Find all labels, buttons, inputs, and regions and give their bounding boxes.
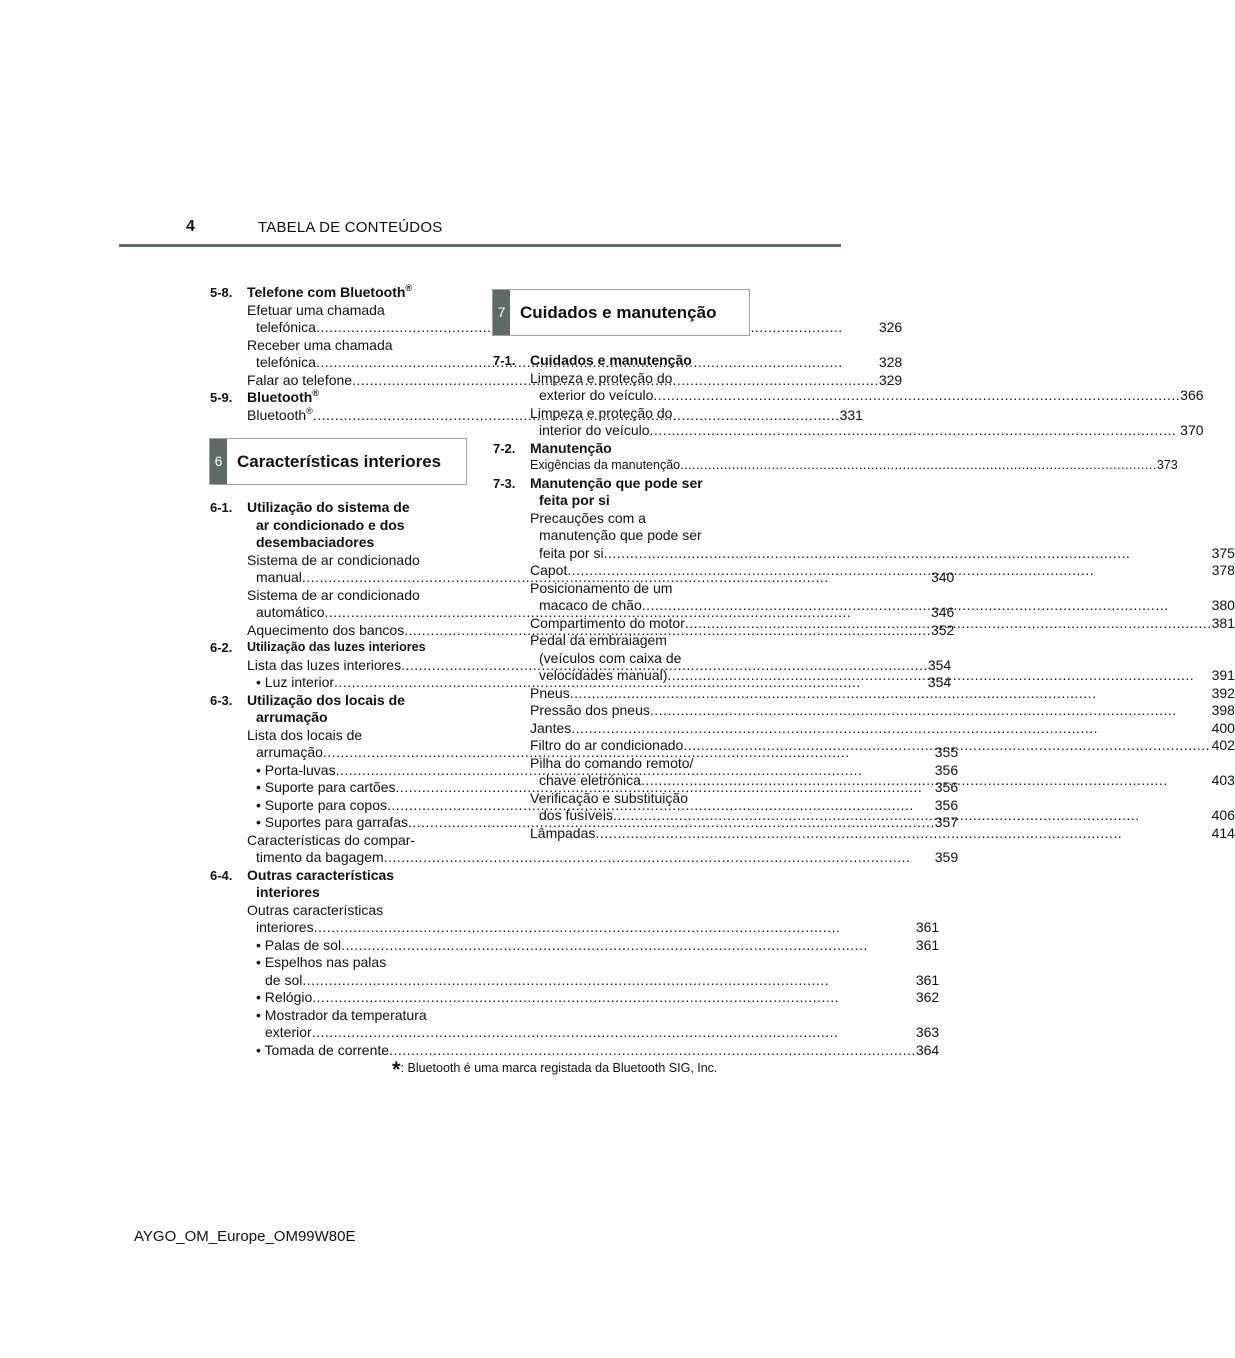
toc-entry[interactable] xyxy=(530,562,1235,580)
bluetooth-footnote xyxy=(392,1057,717,1083)
page-ref: 356 xyxy=(934,796,959,813)
toc-entry[interactable] xyxy=(530,510,1235,563)
page-ref: 414 xyxy=(1211,824,1235,841)
page-ref: 352 xyxy=(930,621,955,638)
page-ref: 328 xyxy=(878,354,903,370)
page-ref: 354 xyxy=(927,656,952,673)
toc-section-7-2 xyxy=(493,439,1178,475)
entry-text: macaco de chão xyxy=(539,597,642,613)
section-title[interactable] xyxy=(247,867,939,902)
page-ref: 340 xyxy=(930,569,955,585)
page-ref: 380 xyxy=(1211,597,1235,613)
footnote-asterisk: * xyxy=(392,1057,401,1082)
section-title-text: Utilização do sistema de xyxy=(247,499,410,515)
entry-text: exterior xyxy=(265,1024,312,1040)
page-ref: 357 xyxy=(934,814,959,830)
section-number: 5-9. xyxy=(210,390,233,405)
page-ref: 370 xyxy=(1180,422,1204,438)
section-title[interactable] xyxy=(530,475,1235,510)
entry-text: Limpeza e proteção do xyxy=(530,404,673,421)
toc-entry[interactable] xyxy=(530,632,1235,685)
chapter-title: Cuidados e manutenção xyxy=(520,302,717,322)
toc-section-6-4 xyxy=(210,866,940,1060)
entry-text: exterior do veículo xyxy=(539,387,654,403)
page-ref: 381 xyxy=(1211,614,1235,631)
page-ref: 331 xyxy=(839,406,863,423)
entry-text: • Mostrador da temperatura xyxy=(256,1006,427,1023)
page-ref: 400 xyxy=(1211,719,1235,736)
section-number: 7-1. xyxy=(493,353,516,368)
section-title-text: arrumação xyxy=(256,709,328,725)
page-number: 4 xyxy=(186,218,195,235)
entry-text: (veículos com caixa de xyxy=(539,649,682,666)
page-ref: 375 xyxy=(1211,544,1235,561)
page-ref: 378 xyxy=(1211,562,1235,578)
entry-text: • Palas de sol xyxy=(256,936,342,953)
section-title-text: Manutenção xyxy=(530,439,612,456)
chapter-tag: 7 xyxy=(493,290,510,335)
page-ref: 359 xyxy=(934,849,959,865)
page-ref: 406 xyxy=(1211,807,1235,823)
entry-text: chave eletrónica xyxy=(539,772,641,788)
toc-entry[interactable] xyxy=(530,685,1235,703)
section-title-text: Telefone com Bluetooth xyxy=(247,284,406,300)
page-ref: 361 xyxy=(915,971,940,988)
chapter-title: Características interiores xyxy=(237,451,442,471)
entry-text: • Suporte para cartões xyxy=(256,779,396,795)
entry-text: Jantes xyxy=(530,719,572,736)
toc-entry[interactable] xyxy=(530,405,1204,440)
section-title-text: desembaciadores xyxy=(256,534,375,550)
page-ref: 356 xyxy=(934,779,959,795)
toc-entry[interactable] xyxy=(530,580,1235,615)
entry-text: Aquecimento dos bancos xyxy=(247,621,405,638)
entry-text: • Suporte para copos xyxy=(256,796,387,813)
entry-text: Lista das luzes interiores xyxy=(247,656,402,673)
section-title-text: Manutenção que pode ser xyxy=(530,474,703,491)
page-ref: 403 xyxy=(1211,772,1235,788)
entry-text: interior do veículo xyxy=(539,422,650,438)
entry-text: Bluetooth xyxy=(247,406,307,423)
entry-text: Verificação e substituição xyxy=(530,789,688,806)
entry-text: Compartimento do motor xyxy=(530,614,685,631)
section-title-text: Outras características xyxy=(247,866,395,883)
section-title-text: Utilização das luzes interiores xyxy=(247,640,426,654)
toc-entry[interactable] xyxy=(530,720,1235,738)
entry-text: Sistema de ar condicionado xyxy=(247,551,420,568)
page-ref: 354 xyxy=(927,674,952,690)
page-ref: 356 xyxy=(934,761,959,778)
section-title[interactable] xyxy=(530,352,1204,370)
entry-text: manutenção que pode ser xyxy=(539,527,702,543)
entry-text: automático xyxy=(256,604,325,620)
page-ref: 361 xyxy=(915,936,940,953)
toc-entry[interactable] xyxy=(530,825,1235,843)
header-title: TABELA DE CONTEÚDOS xyxy=(258,219,443,236)
entry-text: manual xyxy=(256,569,302,585)
toc-subentry[interactable] xyxy=(247,1007,939,1042)
entry-text: Falar ao telefone xyxy=(247,371,353,388)
entry-text: Pedal da embraiagem xyxy=(530,632,667,648)
toc-entry[interactable] xyxy=(530,615,1235,633)
registered-mark: ® xyxy=(405,283,413,293)
page-ref: 364 xyxy=(915,1041,940,1058)
page-ref: 398 xyxy=(1211,702,1235,718)
toc-subentry[interactable] xyxy=(247,954,939,989)
entry-text: velocidades manual) xyxy=(539,667,668,683)
entry-text: telefónica xyxy=(256,354,316,370)
section-number: 5-8. xyxy=(210,285,233,300)
entry-text: • Tomada de corrente xyxy=(256,1041,390,1058)
entry-text: • Relógio xyxy=(256,989,313,1005)
entry-text: Sistema de ar condicionado xyxy=(247,586,420,603)
chapter-tag: 6 xyxy=(210,439,227,484)
entry-text: telefónica xyxy=(256,319,316,335)
entry-text: Capot xyxy=(530,562,568,578)
page-ref: 363 xyxy=(915,1024,940,1040)
entry-text: • Luz interior xyxy=(256,674,335,690)
toc-entry[interactable] xyxy=(247,902,939,937)
entry-text: dos fusíveis xyxy=(539,807,613,823)
entry-text: Lista dos locais de xyxy=(247,726,363,743)
section-number: 6-4. xyxy=(210,867,233,883)
page-ref: 355 xyxy=(934,744,959,760)
entry-text: de sol xyxy=(265,971,303,988)
page-ref: 362 xyxy=(915,989,940,1005)
section-title-text: Utilização dos locais de xyxy=(247,691,405,708)
section-title-text: Cuidados e manutenção xyxy=(530,352,692,368)
page-ref: 373 xyxy=(1156,458,1178,472)
toc-entry[interactable] xyxy=(530,790,1235,825)
entry-text: Pressão dos pneus xyxy=(530,702,650,718)
document-code: AYGO_OM_Europe_OM99W80E xyxy=(134,1228,356,1245)
entry-text: Receber uma chamada xyxy=(247,336,393,353)
entry-text: arrumação xyxy=(256,744,323,760)
entry-text: Características do compar- xyxy=(247,831,416,848)
footnote-text: : Bluetooth é uma marca registada da Bluetooth SIG, Inc. xyxy=(400,1061,718,1075)
entry-text: timento da bagagem xyxy=(256,849,384,865)
entry-text: Filtro do ar condicionado xyxy=(530,737,684,753)
entry-text: Limpeza e proteção do xyxy=(530,369,673,386)
entry-text: Efetuar uma chamada xyxy=(247,301,385,318)
entry-text: Outras características xyxy=(247,901,384,918)
entry-text: • Suportes para garrafas xyxy=(256,814,408,830)
entry-text: Precauções com a xyxy=(530,509,646,526)
registered-mark: ® xyxy=(306,405,313,416)
section-number: 6-3. xyxy=(210,692,233,708)
entry-text: feita por si xyxy=(539,544,604,561)
page-ref: 361 xyxy=(915,919,940,935)
page-ref: 346 xyxy=(930,604,955,620)
entry-text: Exigências da manutenção xyxy=(530,458,681,472)
page-ref: 392 xyxy=(1211,684,1235,701)
section-number: 6-1. xyxy=(210,500,233,515)
entry-text: • Porta-luvas xyxy=(256,761,336,778)
entry-text: Posicionamento de um xyxy=(530,579,673,596)
chapter-box-7[interactable] xyxy=(492,289,750,336)
entry-text: Lâmpadas xyxy=(530,824,596,841)
page-header xyxy=(0,218,960,248)
toc-subentry[interactable] xyxy=(247,937,939,955)
page-ref: 366 xyxy=(1180,387,1204,403)
entry-text: interiores xyxy=(256,919,314,935)
section-title-text: feita por si xyxy=(539,492,610,508)
entry-text: Pilha do comando remoto/ xyxy=(530,754,694,771)
toc-entry[interactable] xyxy=(530,737,1235,755)
header-rule xyxy=(119,244,841,247)
page-ref: 329 xyxy=(878,371,903,388)
section-title-text: Bluetooth xyxy=(247,389,313,405)
section-title-text: ar condicionado e dos xyxy=(256,516,405,533)
toc-subentry[interactable] xyxy=(247,989,939,1007)
page-ref: 402 xyxy=(1211,737,1235,753)
registered-mark: ® xyxy=(312,388,319,398)
toc-entry[interactable] xyxy=(530,702,1235,720)
page-ref: 326 xyxy=(878,319,903,335)
section-title[interactable] xyxy=(530,440,1178,458)
toc-entry[interactable] xyxy=(530,755,1235,790)
page-ref: 391 xyxy=(1211,667,1235,683)
section-number: 6-2. xyxy=(210,640,233,655)
section-number: 7-2. xyxy=(493,440,516,456)
section-number: 7-3. xyxy=(493,475,516,491)
toc-entry[interactable] xyxy=(530,457,1178,475)
section-title-text: interiores xyxy=(256,884,320,900)
toc-entry[interactable] xyxy=(530,370,1204,405)
entry-text: • Espelhos nas palas xyxy=(256,954,387,970)
chapter-box-6[interactable] xyxy=(209,438,467,485)
entry-text: Pneus xyxy=(530,684,570,701)
